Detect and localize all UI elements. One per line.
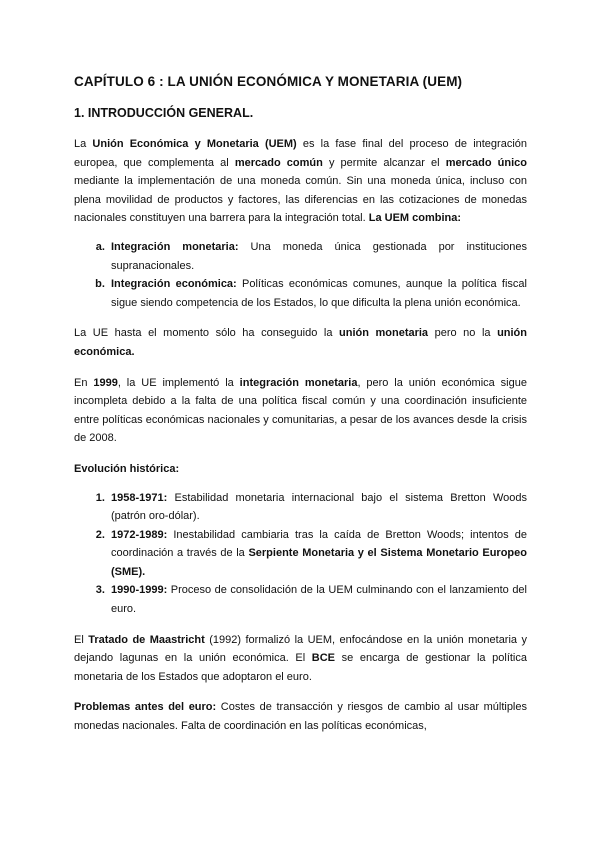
list-item-text: Estabilidad monetaria internacional bajo el sistema Bretton Woods (patrón oro-dólar). [111,491,527,523]
document-page [74,74,527,748]
text-run: La UE hasta el momento sólo ha conseguido la [74,327,339,340]
text-run: Costes de transacción y riesgos de cambio al usar múltiples monedas nacionales. Falta de coordinación en las políticas económicas, [74,701,527,733]
text-run: y permite alcanzar el [322,156,446,169]
text-run: , la UE implementó la [117,376,240,389]
list-item [108,581,527,618]
list-item [108,489,527,526]
bold-run: unión monetaria [339,327,429,340]
combina-list [74,238,527,312]
bold-run: BCE [311,652,335,665]
problemas-paragraph [74,698,527,735]
list-item-label: 1990-1999: [111,584,168,597]
bold-run: mercado único [445,156,527,169]
bold-run: 1999 [93,376,118,389]
list-item-text: Proceso de consolidación de la UEM culminando con el lanzamiento del euro. [111,584,527,616]
list-item [108,238,527,275]
text-run: (1992) formalizó la UEM, enfocándose en la unión monetaria y dejando lagunas en la unión económica. El [74,633,527,665]
list-item [108,275,527,312]
list-item-label: 1972-1989: [111,528,168,541]
list-item [108,526,527,582]
list-item-text: Inestabilidad cambiaria tras la caída de Bretton Woods; intentos de coordinación a través de la [111,528,527,560]
section-title: 1. INTRODUCCIÓN GENERAL. [74,106,254,120]
bold-run: unión económica. [74,327,527,358]
bold-run: integración monetaria [239,376,358,389]
list-item-label: Integración monetaria: [111,240,239,253]
text-run: mediante la implementación de una moneda común. Sin una moneda única, incluso con plena movilidad de productos y factores, las diferencias en las cotizaciones de monedas nacionales constituyen una barrera para la integración total. [74,175,527,225]
bold-run: Tratado de Maastricht [88,633,205,646]
bold-run: La UEM combina: [368,212,462,225]
list-item-text: Una moneda única gestionada por instituciones supranacionales. [111,240,528,272]
evolucion-list [74,489,527,619]
evolucion-heading [74,460,527,479]
maastricht-paragraph [74,631,527,687]
text-run: se encarga de gestionar la política monetaria de los Estados que adoptaron el euro. [74,652,527,683]
text-run: , pero la unión económica sigue incompleta debido a la falta de una política fiscal común y una coordinación insuficiente entre políticas económicas nacionales y comunitarias, a pesar de los avances desde la crisis de 2008. [74,376,527,445]
list-item-label: 1958-1971: [111,491,168,504]
text-run: pero no la [428,327,498,340]
list-item-text: Políticas económicas comunes, aunque la política fiscal sigue siendo competencia de los Estados, lo que dificulta la plena unión económica. [111,278,527,309]
bold-run: Unión Económica y Monetaria (UEM) [92,138,297,150]
union-paragraph [74,324,527,361]
text-run: El [74,633,89,646]
list-item-bold-text: Serpiente Monetaria y el Sistema Monetario Europeo (SME). [111,547,527,578]
year-1999-paragraph [74,374,527,448]
bold-run: Problemas antes del euro: [74,701,217,714]
intro-paragraph [74,135,527,228]
text-run: La [74,138,93,150]
bold-run: Evolución histórica: [74,462,180,475]
chapter-title: CAPÍTULO 6 : LA UNIÓN ECONÓMICA Y MONETARIA (UEM) [74,74,463,89]
text-run: En [74,376,94,389]
list-item-label: Integración económica: [111,278,237,291]
text-run: es la fase final del proceso de integración europea, que complementa al [74,138,528,169]
bold-run: mercado común [234,156,323,169]
